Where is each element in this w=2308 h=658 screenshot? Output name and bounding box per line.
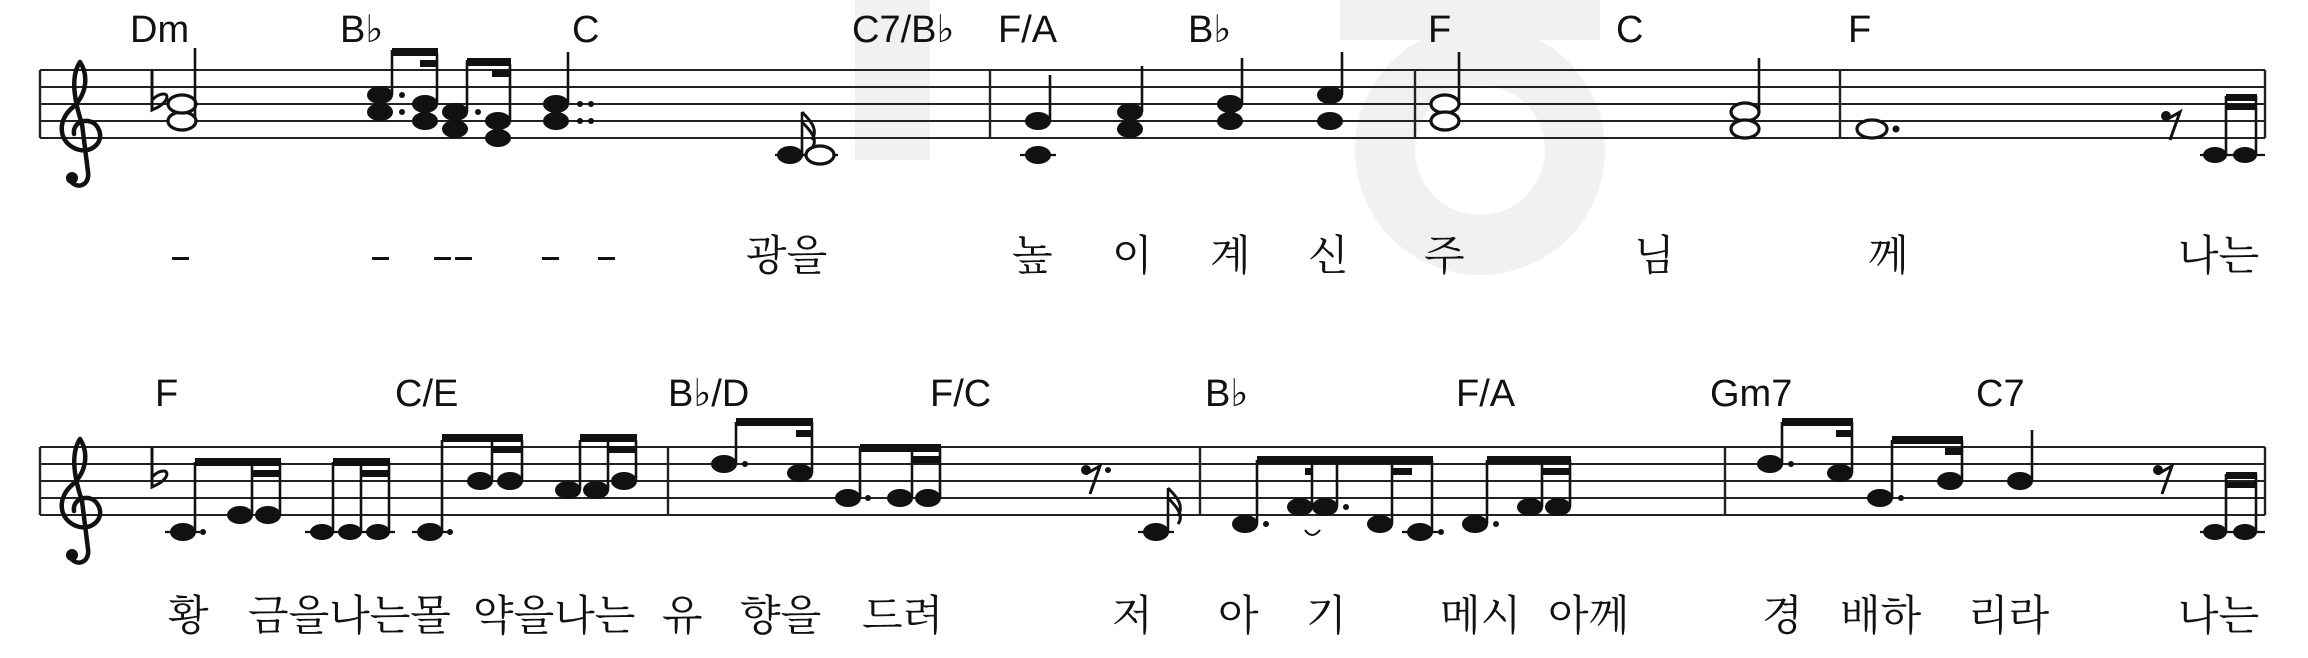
chord-symbol: B♭	[1188, 9, 1232, 51]
chord-symbol: C7	[1976, 373, 2025, 415]
notes-measure-6	[711, 418, 1180, 541]
notes-measure-2	[1020, 52, 1343, 164]
treble-clef-icon	[62, 62, 100, 186]
lyric-syllable: 께	[1868, 231, 1909, 280]
lyric-syllable: 신	[1308, 231, 1349, 280]
lyric-syllable: –	[170, 231, 191, 280]
lyric-syllable: 금을나는몰	[248, 591, 451, 640]
system-1	[40, 9, 2265, 280]
lyric-syllable: 나는	[2178, 591, 2260, 640]
staff-lines	[40, 447, 2265, 515]
chord-symbol: Gm7	[1710, 373, 1793, 415]
chord-symbol: F/A	[1456, 373, 1516, 415]
lyric-syllable: 리라	[1968, 591, 2050, 640]
notes-measure-8	[1757, 418, 2265, 540]
eighth-rest-icon	[1081, 465, 1111, 494]
notes-measure-1	[168, 48, 838, 164]
lyric-syllable: 아께	[1548, 591, 1630, 640]
lyric-syllable: 높	[1012, 231, 1053, 280]
lyric-row-2	[168, 591, 2259, 640]
lyric-syllable: –	[596, 231, 617, 280]
lyric-syllable: 저	[1112, 591, 1153, 640]
lyric-syllable: 이	[1112, 231, 1153, 280]
chord-row-2	[155, 373, 2025, 415]
lyric-syllable: –	[540, 231, 561, 280]
lyric-syllable: 황	[168, 591, 209, 640]
chord-symbol: Dm	[130, 9, 190, 51]
chord-symbol: C	[1616, 9, 1644, 51]
chord-symbol: B♭	[1205, 373, 1249, 415]
lyric-syllable: 약을나는	[473, 591, 636, 640]
lyric-syllable: 메시	[1440, 591, 1522, 640]
lyric-syllable: 주	[1424, 231, 1465, 280]
lyric-syllable: 아	[1218, 591, 1259, 640]
chord-symbol: F	[1848, 9, 1872, 51]
chord-symbol: C	[572, 9, 600, 51]
chord-symbol: B♭/D	[668, 373, 750, 415]
lyric-syllable: –	[370, 231, 391, 280]
chord-symbol: C7/B♭	[852, 9, 955, 51]
staff-lines	[40, 70, 2265, 138]
chord-symbol: F/C	[930, 373, 992, 415]
chord-symbol: C/E	[395, 373, 459, 415]
chord-symbol: B♭	[340, 9, 384, 51]
chord-symbol: F	[1428, 9, 1452, 51]
lyric-syllable: 기	[1306, 591, 1347, 640]
lyric-syllable: 배하	[1840, 591, 1922, 640]
lyric-syllable: 드려	[862, 591, 944, 640]
lyric-syllable: 나는	[2178, 231, 2260, 280]
notes-measure-5	[165, 434, 637, 541]
eighth-rest-icon	[2153, 465, 2172, 494]
lyric-syllable: 님	[1634, 231, 1675, 280]
eighth-rest-icon	[2161, 111, 2180, 140]
system-2	[40, 373, 2265, 640]
chord-symbol: F/A	[998, 9, 1058, 51]
lyric-syllable: 경	[1762, 591, 1803, 640]
lyric-row-1	[170, 231, 2259, 280]
chord-symbol: F	[155, 373, 179, 415]
chord-row-1	[130, 9, 1871, 51]
lyric-syllable: ––	[432, 231, 474, 280]
lyric-syllable: 향을	[740, 591, 822, 640]
lyric-syllable: 유	[662, 591, 703, 640]
lyric-syllable: 광을	[746, 231, 828, 280]
treble-clef-icon	[62, 439, 100, 563]
lyric-syllable: 계	[1210, 231, 1251, 280]
